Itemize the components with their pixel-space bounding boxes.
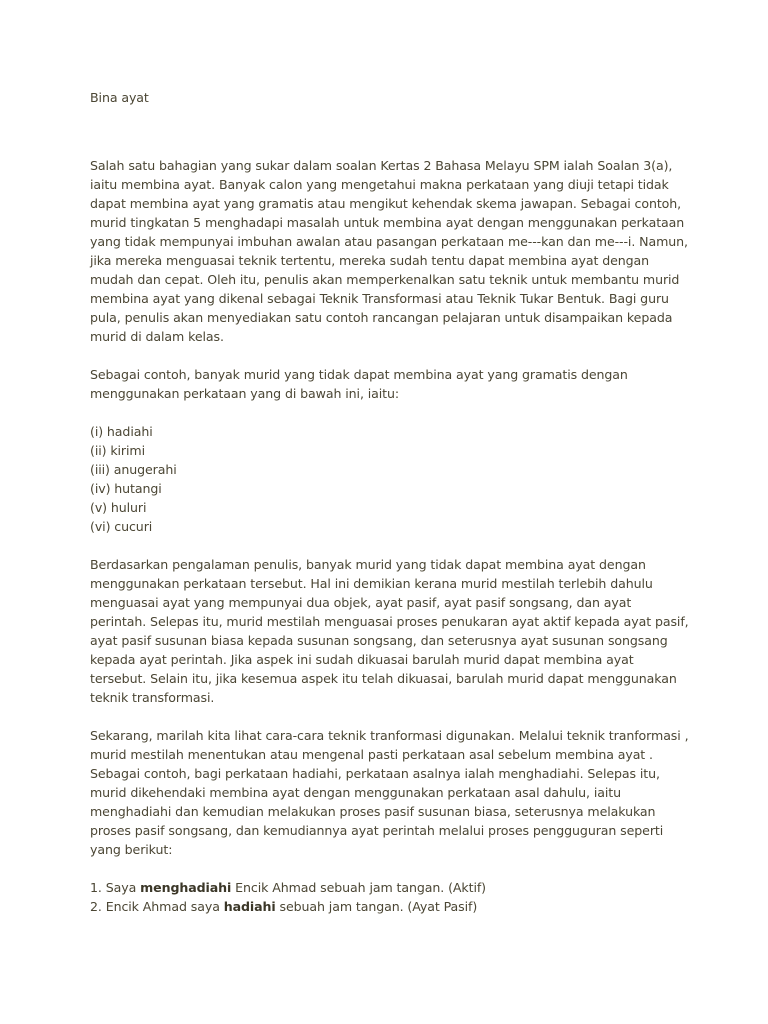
document-title: Bina ayat <box>90 90 149 105</box>
example-sentences <box>90 878 690 916</box>
word-list-item: (vi) cucuri <box>90 519 153 534</box>
example-keyword: menghadiahi <box>140 880 232 895</box>
example-sentence-end: sebuah jam tangan. (Ayat Pasif) <box>275 899 478 914</box>
word-list-item: (ii) kirimi <box>90 443 145 458</box>
word-list <box>90 422 690 536</box>
example-sentence-start: 2. Encik Ahmad saya <box>90 899 224 914</box>
example-sentence-end: Encik Ahmad sebuah jam tangan. (Aktif) <box>231 880 486 895</box>
example-sentence-start: 1. Saya <box>90 880 141 895</box>
example-sentence <box>90 897 690 916</box>
word-list-item: (i) hadiahi <box>90 424 153 439</box>
example-lead-paragraph: Sebagai contoh, banyak murid yang tidak dapat membina ayat yang gramatis dengan menggunakan perkataan yang di bawah ini, iaitu: <box>90 367 628 401</box>
document-page <box>90 88 690 916</box>
intro-paragraph: Salah satu bahagian yang sukar dalam soalan Kertas 2 Bahasa Melayu SPM ialah Soalan 3(a), iaitu membina ayat. Banyak calon yang mengetahui makna perkataan yang diuji tetapi tidak dapat membina ayat yang gramatis atau mengikut kehendak skema jawapan. Sebagai contoh, murid tingkatan 5 menghadapi masalah untuk membina ayat dengan menggunakan perkataan yang tidak mempunyai imbuhan awalan atau pasangan perkataan me---kan dan me---i. Namun, jika mereka menguasai teknik tertentu, mereka sudah tentu dapat membina ayat dengan mudah dan cepat. Oleh itu, penulis akan memperkenalkan satu teknik untuk membantu murid membina ayat yang dikenal sebagai Teknik Transformasi atau Teknik Tukar Bentuk. Bagi guru pula, penulis akan menyediakan satu contoh rancangan pelajaran untuk disampaikan kepada murid di dalam kelas. <box>90 158 688 344</box>
word-list-item: (v) huluri <box>90 500 147 515</box>
technique-paragraph: Sekarang, marilah kita lihat cara-cara teknik tranformasi digunakan. Melalui teknik tranformasi , murid mestilah menentukan atau mengenal pasti perkataan asal sebelum membina ayat . Sebagai contoh, bagi perkataan hadiahi, perkataan asalnya ialah menghadiahi. Selepas itu, murid dikehendaki membina ayat dengan menggunakan perkataan asal dahulu, iaitu menghadiahi dan kemudian melakukan proses pasif susunan biasa, seterusnya melakukan proses pasif songsang, dan kemudiannya ayat perintah melalui proses pengguguran seperti yang berikut: <box>90 728 689 857</box>
explanation-paragraph: Berdasarkan pengalaman penulis, banyak murid yang tidak dapat membina ayat dengan menggunakan perkataan tersebut. Hal ini demikian kerana murid mestilah terlebih dahulu menguasai ayat yang mempunyai dua objek, ayat pasif, ayat pasif songsang, dan ayat perintah. Selepas itu, murid mestilah menguasai proses penukaran ayat aktif kepada ayat pasif, ayat pasif susunan biasa kepada susunan songsang, dan seterusnya ayat susunan songsang kepada ayat perintah. Jika aspek ini sudah dikuasai barulah murid dapat membina ayat tersebut. Selain itu, jika kesemua aspek itu telah dikuasai, barulah murid dapat menggunakan teknik transformasi. <box>90 557 689 705</box>
example-sentence <box>90 878 690 897</box>
word-list-item: (iii) anugerahi <box>90 462 177 477</box>
example-keyword: hadiahi <box>223 899 276 914</box>
word-list-item: (iv) hutangi <box>90 481 162 496</box>
